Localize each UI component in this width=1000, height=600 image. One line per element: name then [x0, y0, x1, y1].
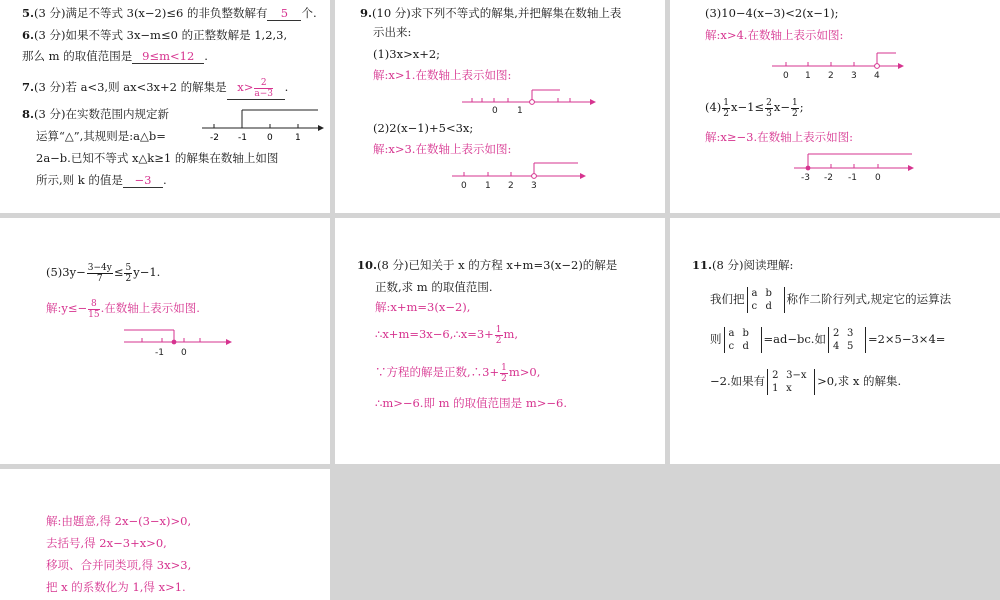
answer-blank-8: −3: [123, 173, 163, 188]
solution-11-line3: 移项、合并同类项,得 3x>3,: [46, 558, 192, 572]
open-point: [875, 64, 880, 69]
question-8-line1: 8.(3 分)在实数范围内规定新: [22, 107, 169, 121]
open-point: [532, 174, 537, 179]
empty-area: [335, 469, 1000, 600]
question-9-line2: 示出来:: [373, 25, 412, 39]
closed-point: [172, 340, 177, 345]
card-question-9-part5: [0, 218, 330, 464]
question-5: 5.(3 分)满足不等式 3(x−2)≤6 的非负整数解有 5 个.: [22, 6, 317, 20]
answer-9-part5: 解:y≤− $\frac{8}{15}$ .在数轴上表示如图.: [46, 298, 200, 320]
tick-label: 0: [181, 348, 187, 358]
number-line-q8: [200, 104, 325, 144]
question-9-part2: (2)2(x−1)+5<3x;: [373, 121, 474, 135]
answer-9-part4: 解:x≥−3.在数轴上表示如图:: [705, 130, 853, 144]
card-question-10: [335, 218, 665, 464]
question-11-title: 11.(8 分)阅读理解:: [692, 258, 794, 272]
question-9-part5: (5)3y− $\frac{3-4y}{7}$ ≤ $\frac{5}{2}$ y−1.: [46, 262, 161, 284]
answer-blank-6: 9≤m<12: [132, 49, 204, 64]
question-9-part1: (1)3x>x+2;: [373, 47, 441, 61]
card-question-9-cont: [670, 0, 1000, 213]
question-10-line1: 10.(8 分)已知关于 x 的方程 x+m=3(x−2)的解是: [357, 258, 618, 272]
tick-label: -3: [801, 173, 810, 183]
axis-ticks: [464, 172, 511, 176]
tick-label: 2: [508, 181, 514, 191]
tick-label: 0: [783, 71, 789, 81]
axis-arrow: [226, 339, 232, 345]
tick-label: 0: [267, 133, 273, 143]
number-line-9-3: [770, 50, 910, 80]
question-8-line2: 运算“△”,其规则是:a△b=: [36, 129, 166, 143]
axis-arrow: [898, 63, 904, 69]
question-9-line1: 9.(10 分)求下列不等式的解集,并把解集在数轴上表: [360, 6, 622, 20]
tick-label: 3: [531, 181, 537, 191]
solution-10-step3: ∵方程的解是正数,∴3+ $\frac{1}{2}$ m>0,: [375, 362, 541, 384]
answer-9-part1: 解:x>1.在数轴上表示如图:: [373, 68, 512, 82]
solution-11-line4: 把 x 的系数化为 1,得 x>1.: [46, 580, 186, 594]
number-line-9-2: [450, 160, 590, 190]
tick-label: -2: [824, 173, 833, 183]
solution-10-step4: ∴m>−6.即 m 的取值范围是 m>−6.: [375, 396, 567, 410]
question-8-line4: 所示,则 k 的值是 −3 .: [36, 173, 167, 187]
axis-arrow: [590, 99, 596, 105]
card-solution-11: [0, 469, 330, 600]
determinant-abcd: a b c d: [747, 287, 785, 313]
answer-9-part2: 解:x>3.在数轴上表示如图:: [373, 142, 512, 156]
tick-label: 0: [875, 173, 881, 183]
determinant-x: 2 3−x 1 x: [767, 369, 815, 395]
open-point: [530, 100, 535, 105]
question-11-line3: −2.如果有 2 3−x 1 x >0,求 x 的解集.: [710, 370, 902, 394]
tick-label: 1: [517, 106, 523, 116]
answer-blank-7: x> $\frac{2}{a-3}$: [227, 76, 285, 100]
tick-label: 1: [805, 71, 811, 81]
axis-ticks: [786, 62, 854, 66]
tick-label: -2: [210, 133, 219, 143]
tick-label: 2: [828, 71, 834, 81]
card-question-9: [335, 0, 665, 213]
solution-10-step2: ∴x+m=3x−6,∴x=3+ $\frac{1}{2}$ m,: [375, 324, 519, 346]
tick-label: 4: [874, 71, 880, 81]
question-6-line1: 6.(3 分)如果不等式 3x−m≤0 的正整数解是 1,2,3,: [22, 28, 288, 42]
question-9-part4: (4) $\frac{1}{2}$ x−1≤ $\frac{2}{3}$ x− $\frac{1}{2}$ ;: [705, 97, 804, 119]
question-9-part3: (3)10−4(x−3)<2(x−1);: [705, 6, 839, 20]
tick-label: 0: [461, 181, 467, 191]
tick-label: 1: [485, 181, 491, 191]
question-11-line1: 我们把 a b c d 称作二阶行列式,规定它的运算法: [710, 288, 952, 312]
question-7: 7.(3 分)若 a<3,则 ax<3x+2 的解集是 x> $\frac{2}{a-3}$ .: [22, 77, 289, 99]
number-line-9-1: [460, 88, 600, 116]
card-question-11: [670, 218, 1000, 464]
tick-label: -1: [155, 348, 164, 358]
axis-ticks: [831, 164, 878, 168]
question-11-line2: 则 a b c d =ad−bc.如 2 3 4 5 =2×5−3×4=: [710, 328, 946, 352]
number-line-9-5: [122, 328, 237, 360]
answer-blank-5: 5: [267, 6, 301, 21]
solution-10-step1: 解:x+m=3(x−2),: [375, 300, 471, 314]
tick-label: -1: [238, 133, 247, 143]
axis-arrow: [908, 165, 914, 171]
tick-label: 1: [295, 133, 301, 143]
solution-11-line1: 解:由题意,得 2x−(3−x)>0,: [46, 514, 192, 528]
tick-label: 3: [851, 71, 857, 81]
closed-point: [806, 166, 811, 171]
card-questions-5-8: [0, 0, 330, 213]
determinant-2345: 2 3 4 5: [828, 327, 866, 353]
tick-label: 0: [492, 106, 498, 116]
axis-ticks: [142, 338, 200, 342]
solution-11-line2: 去括号,得 2x−3+x>0,: [46, 536, 167, 550]
number-line-9-4: [792, 150, 922, 182]
answer-9-part3: 解:x>4.在数轴上表示如图:: [705, 28, 844, 42]
determinant-abcd: a b c d: [724, 327, 762, 353]
axis-arrow: [318, 125, 324, 131]
question-10-line2: 正数,求 m 的取值范围.: [375, 280, 493, 294]
question-8-line3: 2a−b.已知不等式 x△k≥1 的解集在数轴上如图: [36, 151, 279, 165]
axis-ticks: [472, 98, 570, 102]
axis-arrow: [580, 173, 586, 179]
question-6-line2: 那么 m 的取值范围是 9≤m<12 .: [22, 49, 208, 63]
tick-label: -1: [848, 173, 857, 183]
